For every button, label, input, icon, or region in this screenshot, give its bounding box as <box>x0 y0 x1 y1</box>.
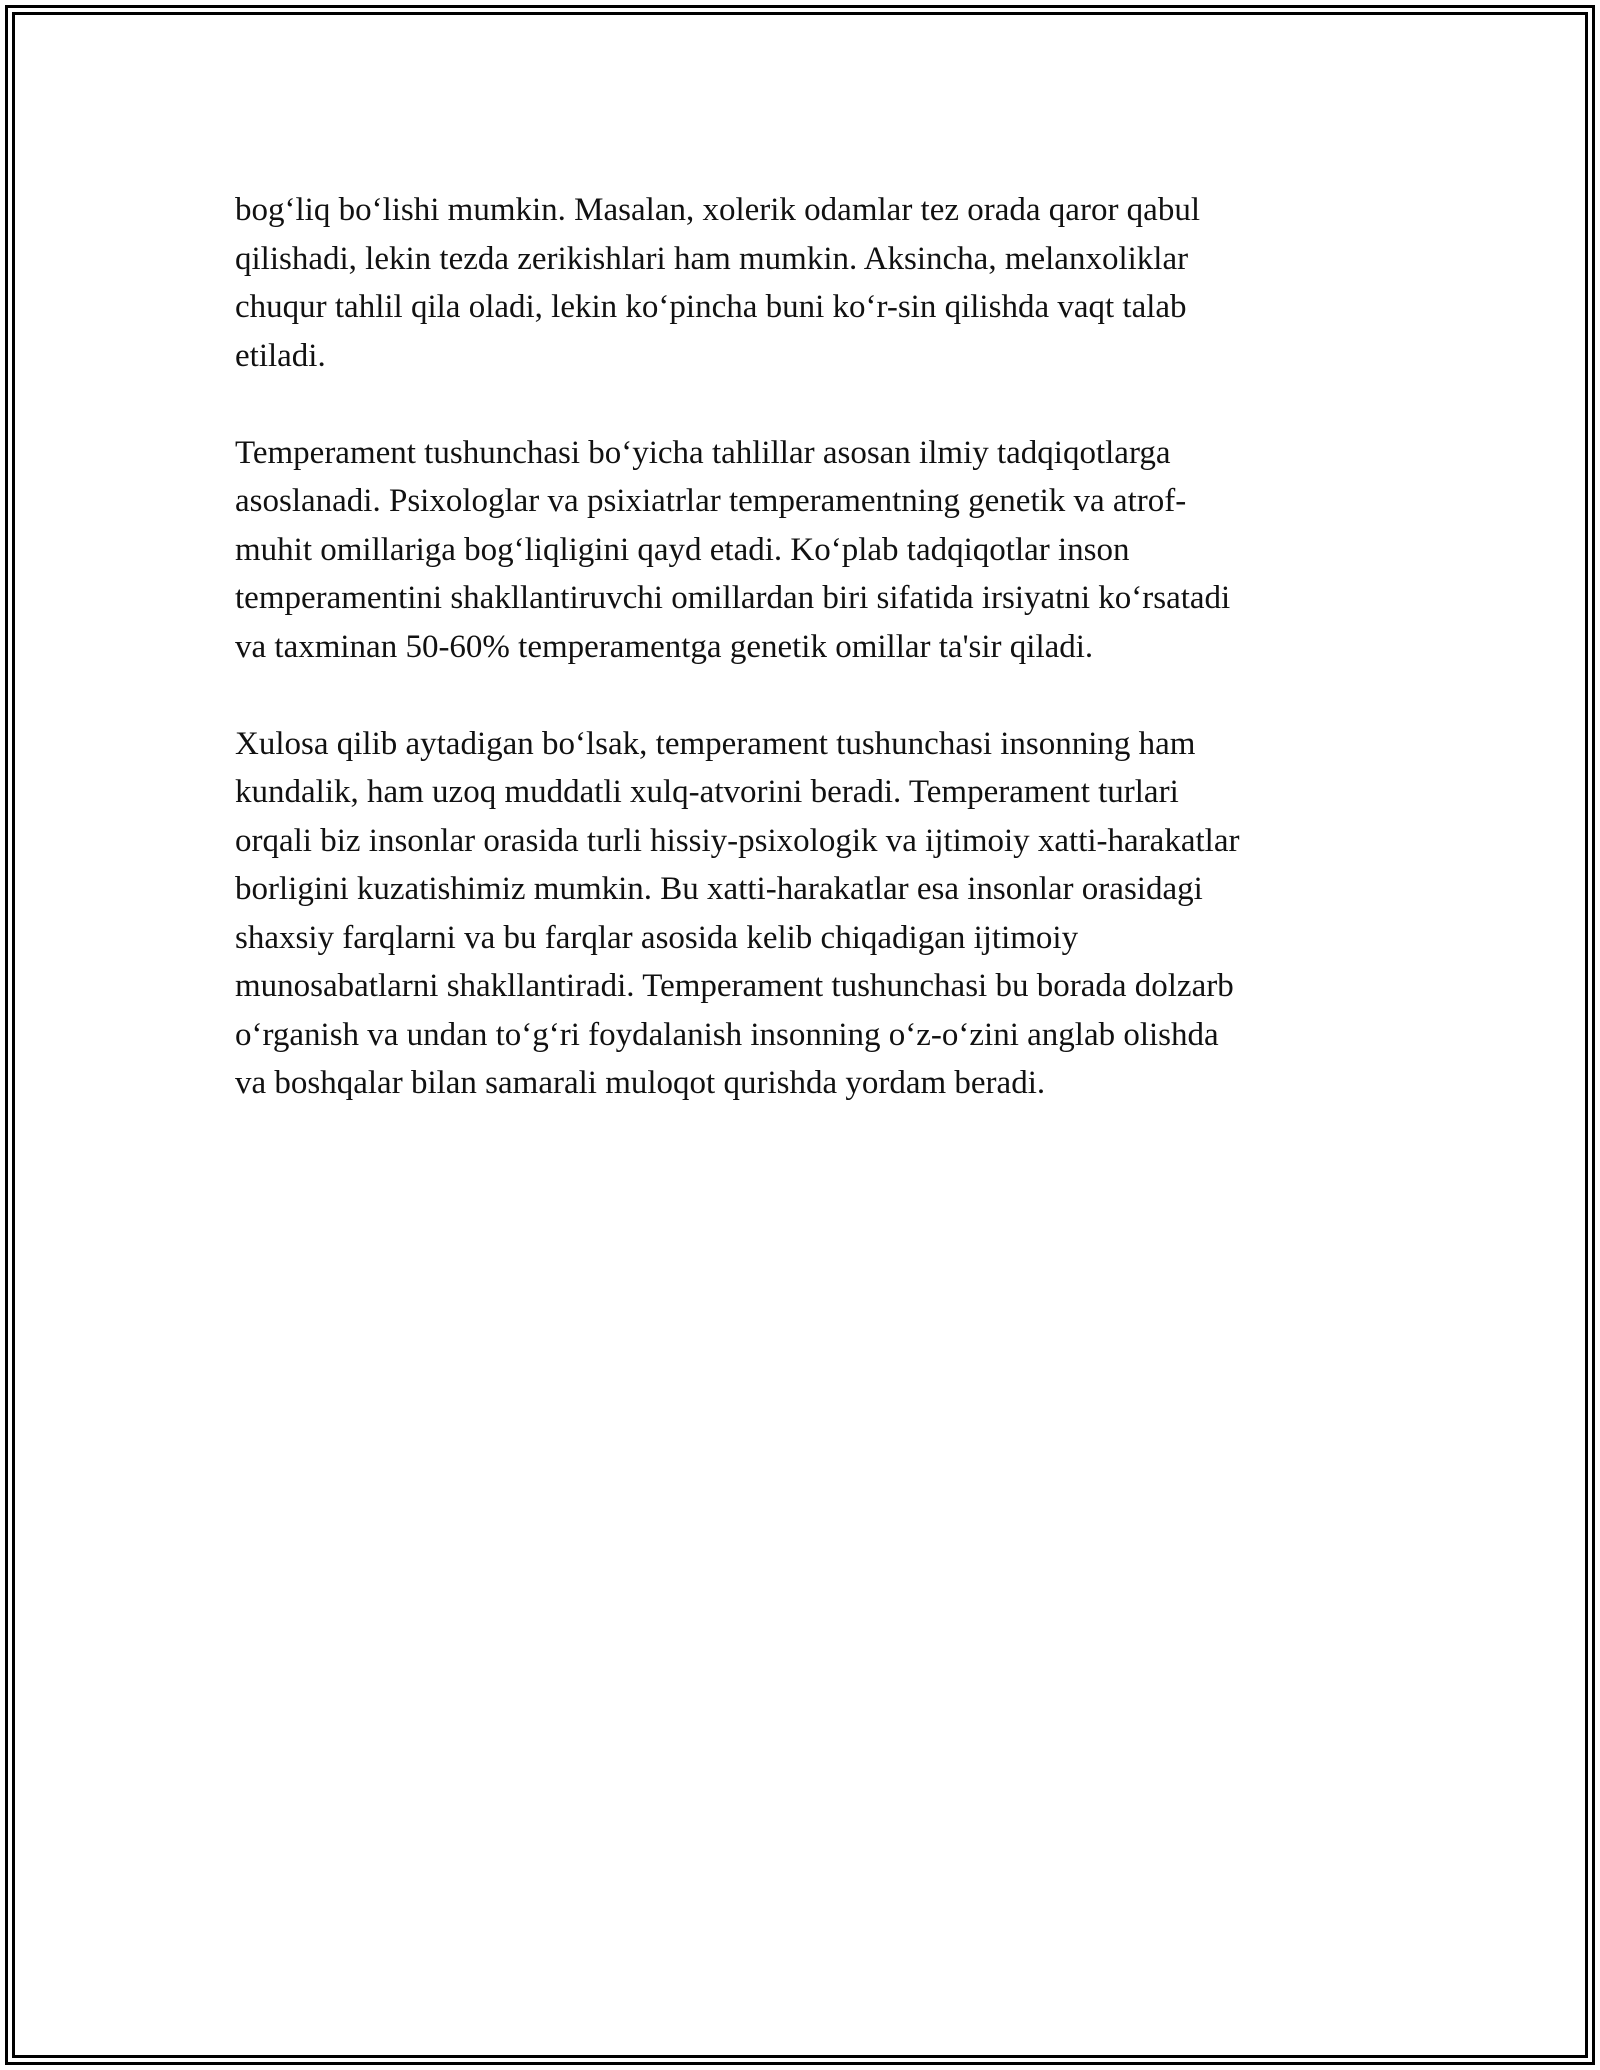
paragraph-1: bog‘liq bo‘lishi mumkin. Masalan, xolerik odamlar tez orada qaror qabul qilishadi, lekin tezda zerikishlari ham mumkin. Aksincha, melanxoliklar chuqur tahlil qila oladi, lekin ko‘pincha buni ko‘r-sin qilishda vaqt talab etiladi. <box>235 192 1200 374</box>
page-content <box>235 186 1365 1156</box>
paragraph-2: Temperament tushunchasi bo‘yicha tahlillar asosan ilmiy tadqiqotlarga asoslanadi. Psixologlar va psixiatrlar temperamentning genetik va atrof- muhit omillariga bog‘liqligini qayd etadi. Ko‘plab tadqiqotlar inson temperamentini shakllantiruvchi omillardan biri sifatida irsiyatni ko‘rsatadi va taxminan 50-60% temperamentga genetik omillar ta'sir qiladi. <box>235 434 1231 665</box>
paragraph-3: Xulosa qilib aytadigan bo‘lsak, temperament tushunchasi insonning ham kundalik, ham uzoq muddatli xulq-atvorini beradi. Temperament turlari orqali biz insonlar orasida turli hissiy-psixologik va ijtimoiy xatti-harakatlar borligini kuzatishimiz mumkin. Bu xatti-harakatlar esa insonlar orasidagi shaxsiy farqlarni va bu farqlar asosida kelib chiqadigan ijtimoiy munosabatlarni shakllantiradi. Temperament tushunchasi bu borada dolzarb o‘rganish va undan to‘g‘ri foydalanish insonning o‘z-o‘zini anglab olishda va boshqalar bilan samarali muloqot qurishda yordam beradi. <box>235 725 1240 1101</box>
